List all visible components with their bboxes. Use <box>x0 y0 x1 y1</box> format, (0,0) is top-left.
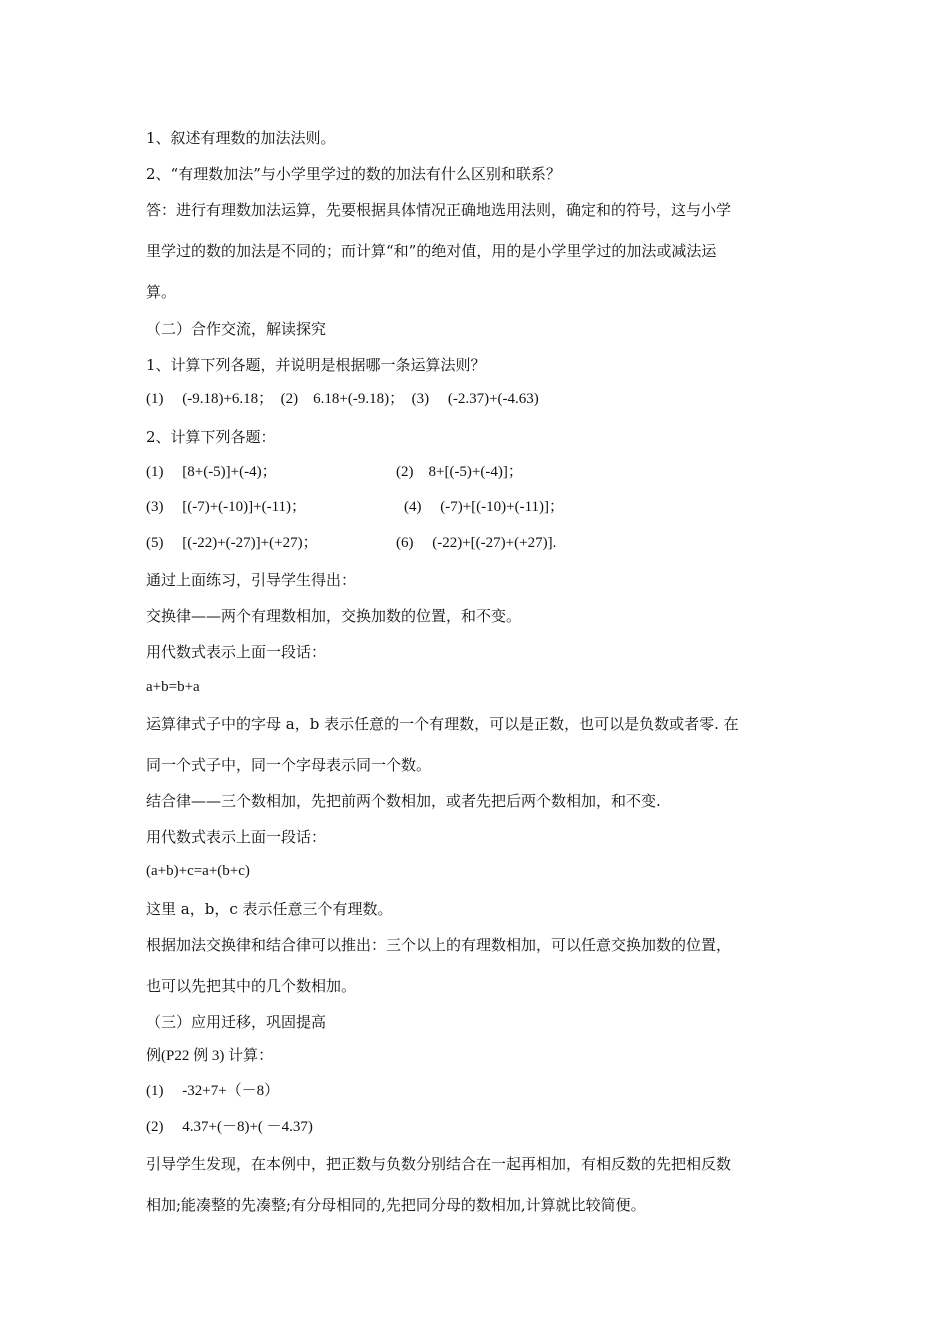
task-2-item-right: (6) (-22)+[(-27)+(+27)]. <box>396 535 557 551</box>
commutative-formula: a+b=b+a <box>146 679 200 695</box>
task-1-items: (1) (-9.18)+6.18； (2) 6.18+(-9.18)； (3) (-2.37)+(-4.63) <box>146 391 539 407</box>
conclusion-line-1: 引导学生发现，在本例中，把正数与负数分别结合在一起再相加，有相反数的先把相反数 <box>146 1155 732 1173</box>
review-question-1: 1、叙述有理数的加法法则。 <box>146 129 336 147</box>
guide-text: 通过上面练习，引导学生得出： <box>146 571 357 589</box>
task-2-prompt: 2、计算下列各题： <box>146 428 276 446</box>
deduce-line-2: 也可以先把其中的几个数相加。 <box>146 977 357 995</box>
answer-line-2: 里学过的数的加法是不同的；而计算“和”的绝对值，用的是小学里学过的加法或减法运 <box>146 242 717 260</box>
algebra-intro-2: 用代数式表示上面一段话： <box>146 828 327 846</box>
answer-line-1: 答：进行有理数加法运算，先要根据具体情况正确地选用法则，确定和的符号，这与小学 <box>146 201 732 219</box>
conclusion-line-2: 相加;能凑整的先凑整;有分母相同的,先把同分母的数相加,计算就比较简便。 <box>146 1196 646 1214</box>
task-2-item-right: (2) 8+[(-5)+(-4)]； <box>396 464 523 480</box>
associative-law: 结合律——三个数相加，先把前两个数相加，或者先把后两个数相加，和不变. <box>146 792 661 810</box>
review-question-2: 2、“有理数加法”与小学里学过的数的加法有什么区别和联系？ <box>146 165 561 183</box>
associative-formula: (a+b)+c=a+(b+c) <box>146 863 250 879</box>
task-2-item-left: (3) [(-7)+(-10)]+(-11)； <box>146 499 307 515</box>
example-label: 例(P22 例 3) 计算： <box>146 1048 274 1064</box>
task-1-prompt: 1、计算下列各题，并说明是根据哪一条运算法则？ <box>146 356 486 374</box>
abc-note: 这里 a，b，c 表示任意三个有理数。 <box>146 900 393 918</box>
deduce-line-1: 根据加法交换律和结合律可以推出：三个以上的有理数相加，可以任意交换加数的位置， <box>146 936 732 954</box>
task-2-row <box>146 462 646 482</box>
example-item-2: (2) 4.37+(－8)+( －4.37) <box>146 1119 313 1135</box>
explain-line-1: 运算律式子中的字母 a，b 表示任意的一个有理数，可以是正数，也可以是负数或者零. 在 <box>146 715 739 733</box>
section-2-heading: （二）合作交流，解读探究 <box>146 320 327 338</box>
task-2-item-left: (1) [8+(-5)]+(-4)； <box>146 464 277 480</box>
task-2-item-left: (5) [(-22)+(-27)]+(+27)； <box>146 535 318 551</box>
commutative-law: 交换律——两个有理数相加，交换加数的位置，和不变。 <box>146 607 522 625</box>
task-2-row <box>146 497 646 517</box>
explain-line-2: 同一个式子中，同一个字母表示同一个数。 <box>146 756 432 774</box>
answer-line-3: 算。 <box>146 283 177 301</box>
task-2-item-right: (4) (-7)+[(-10)+(-11)]； <box>404 499 565 515</box>
algebra-intro-1: 用代数式表示上面一段话： <box>146 643 327 661</box>
example-item-1: (1) -32+7+（－8） <box>146 1083 280 1099</box>
section-3-heading: （三）应用迁移，巩固提高 <box>146 1013 327 1031</box>
task-2-row <box>146 533 646 553</box>
